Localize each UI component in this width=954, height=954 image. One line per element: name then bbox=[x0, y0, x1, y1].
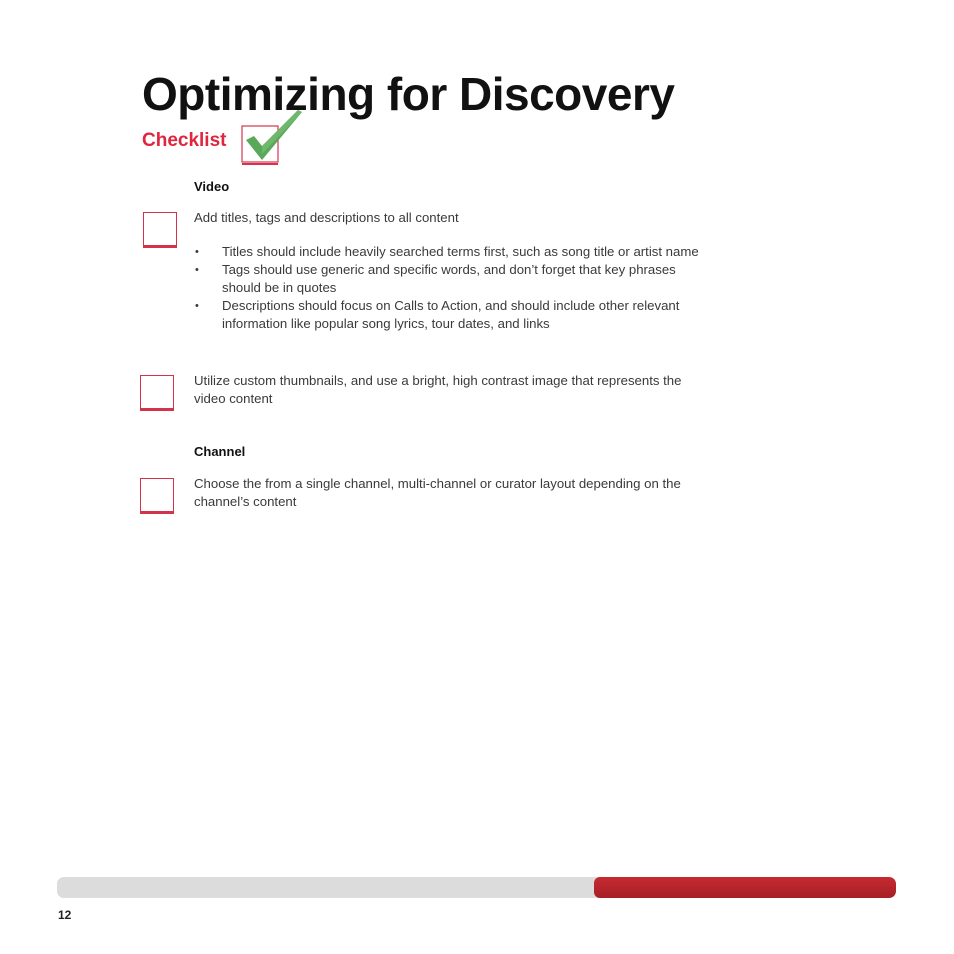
progress-fill bbox=[594, 877, 896, 898]
checklist-subtitle: Checklist bbox=[142, 130, 227, 151]
section-heading-video: Video bbox=[194, 179, 230, 194]
checkmark-icon bbox=[240, 108, 306, 170]
item-channel-layout: Choose the from a single channel, multi-channel or curator layout depending on the channel’s content bbox=[194, 476, 681, 509]
checkbox-add-titles[interactable] bbox=[143, 212, 177, 246]
page-number: 12 bbox=[58, 908, 72, 922]
list-item: • Tags should use generic and specific words, and don’t forget that key phrases should be in quotes bbox=[195, 262, 676, 295]
item-thumbnails: Utilize custom thumbnails, and use a bright, high contrast image that represents the video content bbox=[194, 373, 682, 406]
list-item: • Descriptions should focus on Calls to Action, and should include other relevant information like popular song lyrics, tour dates, and links bbox=[195, 298, 680, 331]
bullet-icon: • bbox=[195, 264, 199, 276]
checkbox-thumbnails[interactable] bbox=[140, 375, 174, 409]
checkbox-channel-layout[interactable] bbox=[140, 478, 174, 512]
section-heading-channel: Channel bbox=[194, 444, 246, 459]
item-add-titles: Add titles, tags and descriptions to all content bbox=[194, 210, 459, 225]
progress-bar bbox=[57, 877, 896, 898]
bullet-icon: • bbox=[195, 246, 199, 258]
list-item: • Titles should include heavily searched terms first, such as song title or artist name bbox=[195, 244, 699, 259]
bullet-list bbox=[194, 243, 714, 333]
page-title: Optimizing for Discovery bbox=[142, 68, 675, 120]
bullet-icon: • bbox=[195, 300, 199, 312]
